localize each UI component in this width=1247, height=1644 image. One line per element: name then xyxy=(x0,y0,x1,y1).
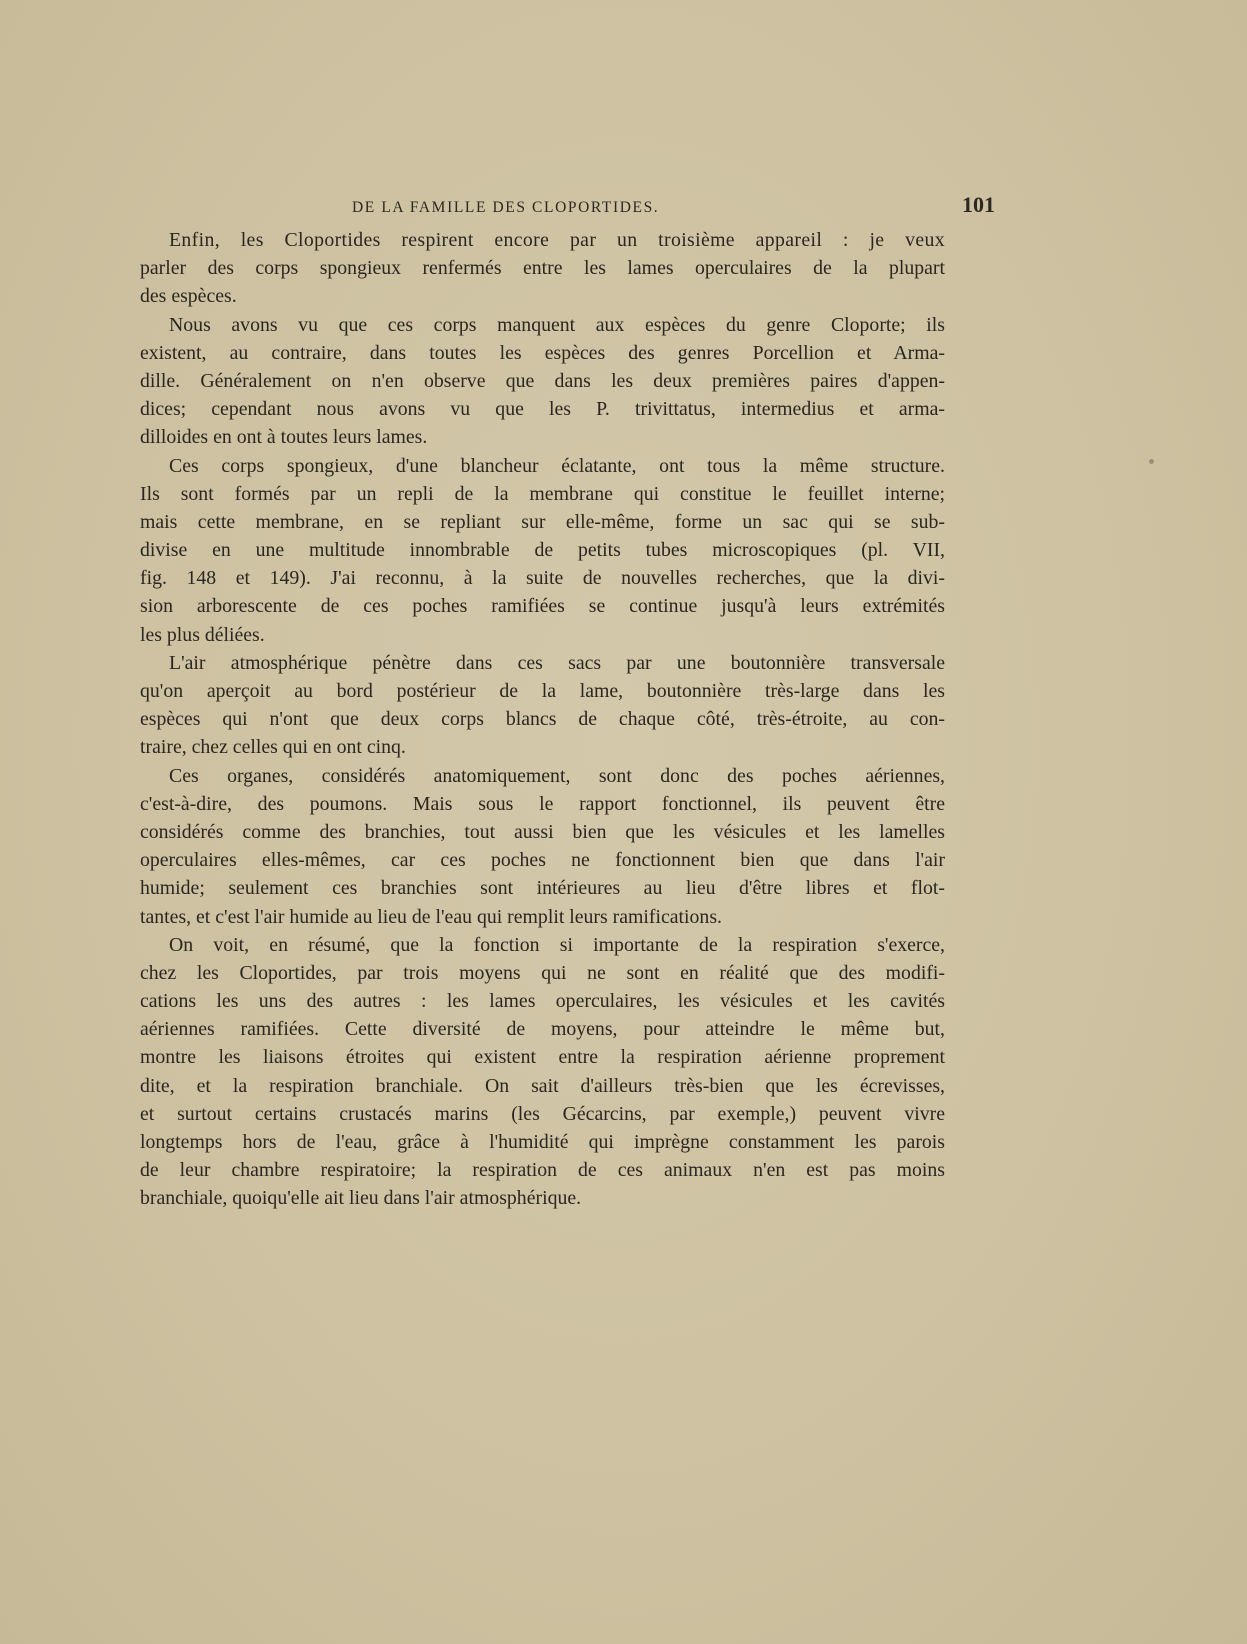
text-line: et surtout certains crustacés marins (les Gécarcins, par exemple,) peuvent vivre xyxy=(140,1102,945,1125)
text-line: considérés comme des branchies, tout aussi bien que les vésicules et les lamelles xyxy=(140,820,945,843)
text-line: Ils sont formés par un repli de la membrane qui constitue le feuillet interne; xyxy=(140,482,945,505)
body-text xyxy=(140,226,945,1213)
paper-speck xyxy=(1149,459,1154,464)
text-line: les plus déliées. xyxy=(140,623,265,646)
text-line: traire, chez celles qui en ont cinq. xyxy=(140,736,406,759)
text-line: dille. Généralement on n'en observe que dans les deux premières paires d'appen- xyxy=(140,369,945,392)
text-line: cations les uns des autres : les lames operculaires, les vésicules et les cavités xyxy=(140,990,945,1013)
text-line: Nous avons vu que ces corps manquent aux espèces du genre Cloporte; ils xyxy=(169,313,945,336)
text-line: tantes, et c'est l'air humide au lieu de l'eau qui remplit leurs ramifications. xyxy=(140,905,722,928)
text-line: Ces corps spongieux, d'une blancheur éclatante, ont tous la même structure. xyxy=(169,454,945,477)
running-title: DE LA FAMILLE DES CLOPORTIDES. xyxy=(352,199,660,216)
text-line: humide; seulement ces branchies sont intérieures au lieu d'être libres et flot- xyxy=(140,877,945,900)
text-line: parler des corps spongieux renfermés entre les lames operculaires de la plupart xyxy=(140,257,945,280)
text-line: sion arborescente de ces poches ramifiées se continue jusqu'à leurs extrémités xyxy=(140,595,945,618)
text-line: Ces organes, considérés anatomiquement, sont donc des poches aériennes, xyxy=(169,764,945,787)
text-line: longtemps hors de l'eau, grâce à l'humidité qui imprègne constamment les parois xyxy=(140,1131,945,1153)
text-line: fig. 148 et 149). J'ai reconnu, à la suite de nouvelles recherches, que la divi- xyxy=(140,567,945,590)
text-line: dite, et la respiration branchiale. On sait d'ailleurs très-bien que les écrevisses, xyxy=(140,1074,945,1097)
running-head xyxy=(140,192,995,222)
text-line: c'est-à-dire, des poumons. Mais sous le rapport fonctionnel, ils peuvent être xyxy=(140,792,945,815)
text-line: chez les Cloportides, par trois moyens qui ne sont en réalité que des modifi- xyxy=(140,961,945,984)
text-line: mais cette membrane, en se repliant sur elle-même, forme un sac qui se sub- xyxy=(140,510,945,533)
text-line: dilloides en ont à toutes leurs lames. xyxy=(140,426,428,449)
text-line: des espèces. xyxy=(140,285,237,308)
text-line: existent, au contraire, dans toutes les espèces des genres Porcellion et Arma- xyxy=(140,341,945,364)
text-line: divise en une multitude innombrable de petits tubes microscopiques (pl. VII, xyxy=(140,539,945,562)
text-line: On voit, en résumé, que la fonction si importante de la respiration s'exerce, xyxy=(169,933,945,956)
text-line: qu'on aperçoit au bord postérieur de la lame, boutonnière très-large dans les xyxy=(140,680,945,702)
text-line: operculaires elles-mêmes, car ces poches ne fonctionnent bien que dans l'air xyxy=(140,849,945,872)
page-number: 101 xyxy=(962,192,995,217)
text-line: L'air atmosphérique pénètre dans ces sacs par une boutonnière transversale xyxy=(169,651,945,674)
text-line: Enfin, les Cloportides respirent encore par un troisième appareil : je veux xyxy=(169,229,945,251)
text-line: dices; cependant nous avons vu que les P. trivittatus, intermedius et arma- xyxy=(140,398,945,421)
text-line: montre les liaisons étroites qui existent entre la respiration aérienne proprement xyxy=(140,1046,945,1069)
text-line: aériennes ramifiées. Cette diversité de moyens, pour atteindre le même but, xyxy=(140,1018,945,1041)
text-line: branchiale, quoiqu'elle ait lieu dans l'air atmosphérique. xyxy=(140,1187,582,1210)
text-line: de leur chambre respiratoire; la respiration de ces animaux n'en est pas moins xyxy=(140,1159,945,1182)
text-line: espèces qui n'ont que deux corps blancs de chaque côté, très-étroite, au con- xyxy=(140,708,945,731)
